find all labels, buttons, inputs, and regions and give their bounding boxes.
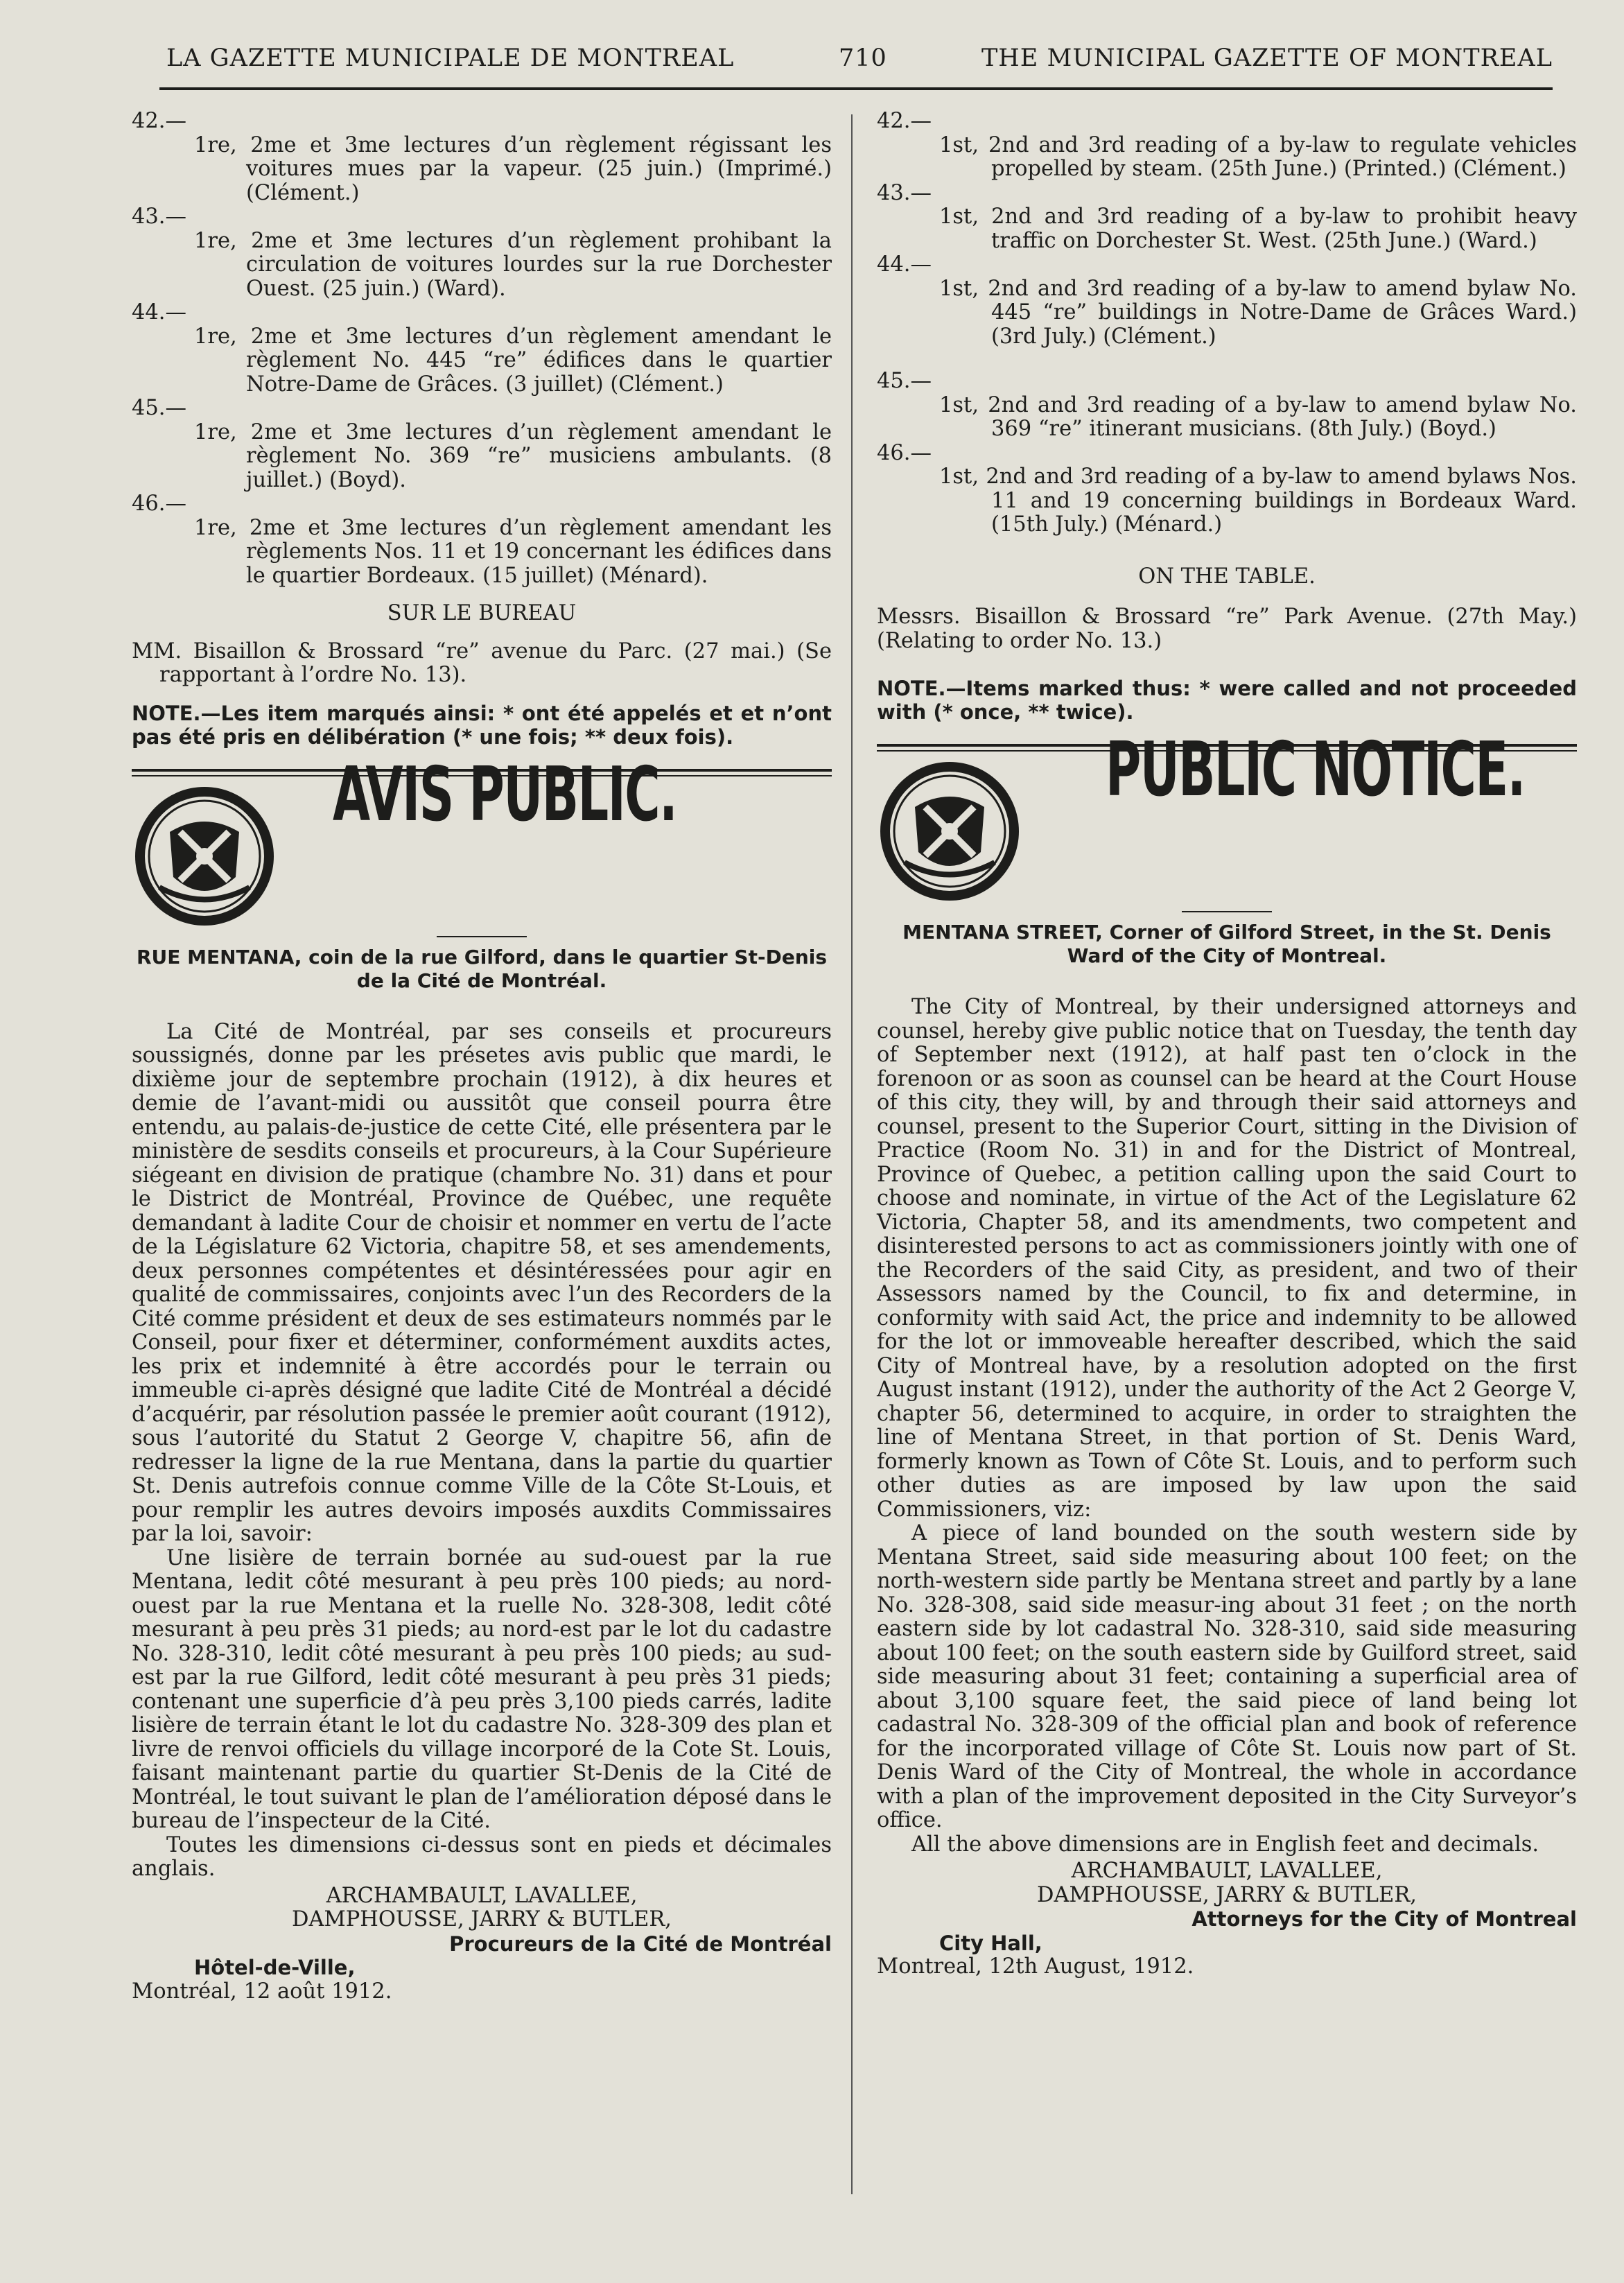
item-text: 1re, 2me et 3me lectures d’un règlement prohibant la circulation de voitures lourdes sur la rue Dorchester Ouest. (25 juin.) (Ward). bbox=[194, 228, 832, 301]
signature-line: DAMPHOUSSE, JARRY & BUTLER, bbox=[291, 1907, 672, 1932]
notice-paragraph: The City of Montreal, by their undersigned attorneys and counsel, hereby give public notice that on Tuesday, the tenth day of September next (1912), at half past ten o’clock in the forenoon or as soon as counsel can be heard at the Court House of this city, they will, by and through their said attorneys and counsel, present to the Superior Court, sitting in the Division of Practice (Room No. 31) in and for the District of Montreal, Province of Quebec, a petition calling upon the said Court to choose and nominate, in virtue of the Act of the Legislature 62 Victoria, Chapter 58, and its amendments, two competent and disinterested persons to act as commissioners jointly with one of the Recorders of the said City, as president, and two of their Assessors named by the Council, to fix and determine, in conformity with said Act, the price and indemnity to be allowed for the lot or immoveable hereafter described, which the said City of Montreal have, by a resolution adopted on the first August instant (1912), under the authority of the Act 2 George V, chapter 56, determined to acquire, in order to straighten the line of Mentana Street, in that portion of St. Denis Ward, formerly known as Town of Côte St. Louis, and to perform such other duties as are imposed by law upon the said Commissioners, viz: bbox=[877, 995, 1577, 1522]
notice-subject: MENTANA STREET, Corner of Gilford Street, in the St. Denis Ward of the City of Montreal. bbox=[902, 921, 1551, 967]
item-number: 46.— bbox=[877, 440, 932, 465]
english-column bbox=[877, 110, 1577, 1979]
french-column bbox=[132, 110, 832, 2004]
item-number: 42.— bbox=[877, 109, 932, 133]
header-english-title: THE MUNICIPAL GAZETTE OF MONTREAL bbox=[981, 44, 1553, 72]
city-seal-icon bbox=[132, 783, 277, 929]
signature-line: DAMPHOUSSE, JARRY & BUTLER, bbox=[1036, 1882, 1417, 1907]
item-number: 46.— bbox=[132, 492, 187, 516]
page-header bbox=[159, 40, 1553, 82]
signature-date: Montreal, 12th August, 1912. bbox=[877, 1954, 1194, 1979]
item-number: 45.— bbox=[877, 369, 932, 393]
item-number: 42.— bbox=[132, 109, 187, 133]
agenda-item bbox=[877, 253, 1577, 349]
agenda-item bbox=[132, 301, 832, 397]
agenda-item bbox=[132, 397, 832, 492]
signature-date: Montréal, 12 août 1912. bbox=[132, 1979, 392, 2004]
notice-paragraph: Toutes les dimensions ci-dessus sont en pieds et décimales anglais. bbox=[132, 1832, 832, 1881]
item-number: 43.— bbox=[132, 205, 187, 229]
column-divider bbox=[851, 114, 853, 2194]
notice-header bbox=[132, 751, 832, 936]
short-rule bbox=[1182, 911, 1272, 912]
notice-paragraph: All the above dimensions are in English feet and decimals. bbox=[911, 1832, 1539, 1857]
item-number: 43.— bbox=[877, 180, 932, 205]
item-text: 1st, 2nd and 3rd reading of a by-law to prohibit heavy traffic on Dorchester St. West. (25th June.) (Ward.) bbox=[939, 205, 1577, 253]
item-text: 1re, 2me et 3me lectures d’un règlement régissant les voitures mues par la vapeur. (25 juin.) (Imprimé.) (Clément.) bbox=[194, 132, 832, 205]
notice-paragraph: Une lisière de terrain bornée au sud-ouest par la rue Mentana, ledit côté mesurant à peu près 100 pieds; au nord- ouest par la rue Mentana et la ruelle No. 328-308, ledit côté mesurant à peu près 31 pieds; au nord-est par le lot du cadastre No. 328-310, ledit côté mesurant à peu près 100 pieds; au sud-est par la rue Gilford, ledit côté mesurant à peu près 31 pieds; contenant une superficie d’à peu près 3,100 pieds carrés, ladite lisière de terrain étant le lot du cadastre No. 328-309 des plan et livre de renvoi officiels du village incorporé de la Cote St. Louis, faisant maintenant partie du quartier St-Denis de la Cité de Montréal, le tout suivant le plan de l’amélioration déposé dans le bureau de l’inspecteur de la Cité. bbox=[132, 1545, 832, 1833]
signature-line: ARCHAMBAULT, LAVALLEE, bbox=[1071, 1859, 1383, 1883]
signature-line: ARCHAMBAULT, LAVALLEE, bbox=[326, 1883, 638, 1908]
signature-block bbox=[132, 1884, 832, 2004]
item-text: 1st, 2nd and 3rd reading of a by-law to amend bylaw No. 369 “re” itinerant musicians. (8th July.) (Boyd.) bbox=[939, 392, 1577, 441]
signature-role: Attorneys for the City of Montreal bbox=[1191, 1907, 1577, 1931]
item-text: 1st, 2nd and 3rd reading of a by-law to regulate vehicles propelled by steam. (25th June.) (Printed.) (Clément.) bbox=[939, 132, 1577, 181]
table-heading: SUR LE BUREAU bbox=[387, 601, 577, 625]
note: NOTE.—Items marked thus: * were called and not proceeded with (* once, ** twice). bbox=[877, 677, 1577, 724]
agenda-item bbox=[877, 370, 1577, 442]
page-number: 710 bbox=[839, 44, 887, 72]
item-text: 1re, 2me et 3me lectures d’un règlement amendant le règlement No. 369 “re” musiciens ambulants. (8 juillet.) (Boyd). bbox=[194, 419, 832, 492]
agenda-item bbox=[877, 110, 1577, 182]
item-text: 1st, 2nd and 3rd reading of a by-law to amend bylaws Nos. 11 and 19 concerning buildings in Bordeaux Ward. (15th July.) (Ménard.) bbox=[939, 465, 1577, 537]
table-heading: ON THE TABLE. bbox=[1138, 564, 1316, 589]
table-entry: Messrs. Bisaillon & Brossard “re” Park Avenue. (27th May.) (Relating to order No. 13.) bbox=[877, 605, 1577, 653]
item-number: 45.— bbox=[132, 396, 187, 420]
note: NOTE.—Les item marqués ainsi: * ont été appelés et et n’ont pas été pris en délibération (* une fois; ** deux fois). bbox=[132, 701, 832, 749]
city-seal-icon bbox=[877, 758, 1022, 904]
item-number: 44.— bbox=[132, 300, 187, 324]
agenda-item bbox=[877, 442, 1577, 537]
notice-paragraph: A piece of land bounded on the south western side by Mentana Street, said side measuring about 100 feet; on the north-western side partly be Mentana street and partly by a lane No. 328-308, said side measur-ing about 31 feet ; on the north eastern side by lot cadastral No. 328-310, said side measuring about 100 feet; on the south eastern side by Guilford street, said side measuring about 31 feet; containing a superficial area of about 3,100 square feet, the said piece of land being lot cadastral No. 328-309 of the official plan and book of reference for the incorporated village of Côte St. Louis now part of St. Denis Ward of the City of Montreal, the whole in accordance with a plan of the improvement deposited in the City Surveyor’s office. bbox=[877, 1521, 1577, 1832]
table-entry: MM. Bisaillon & Brossard “re” avenue du Parc. (27 mai.) (Se rapportant à l’ordre No. 13). bbox=[132, 639, 832, 687]
notice-title: PUBLIC NOTICE. bbox=[1106, 727, 1525, 813]
notice-paragraph: La Cité de Montréal, par ses conseils et procureurs soussignés, donne par les présetes avis public que mardi, le dixième jour de septembre prochain (1912), à dix heures et demie de l’avant-midi ou aussitôt que conseil pourra être entendu, au palais-de-justice de cette Cité, elle présentera par le ministère de sesdits conseils et procureurs, à la Cour Supérieure siégeant en division de pratique (chambre No. 31) dans et pour le District de Montréal, Province de Québec, une requête demandant à ladite Cour de choisir et nommer en vertu de l’acte de la Législature 62 Victoria, chapitre 58, et ses amendements, deux personnes compétentes et désintéressées pour agir en qualité de commissaires, conjoints avec l’un des Recorders de la Cité comme président et deux de ses estimateurs nommés par le Conseil, pour fixer et déterminer, conformément auxdits actes, les prix et indemnité à être accordés pour le terrain ou immeuble ci-après désigné que ladite Cité de Montréal a décidé d’acquérir, par résolution passée le premier août courant (1912), sous l’autorité du Statut 2 George V, chapitre 56, afin de redresser la ligne de la rue Mentana, dans la partie du quartier St. Denis autrefois connue comme Ville de la Côte St-Louis, et pour remplir les autres devoirs imposés auxdits Commissaires par la loi, savoir: bbox=[132, 1019, 832, 1546]
signature-place: City Hall, bbox=[939, 1931, 1042, 1955]
signature-place: Hôtel-de-Ville, bbox=[194, 1956, 356, 1979]
signature-block bbox=[877, 1859, 1577, 1979]
item-number: 44.— bbox=[877, 252, 932, 277]
notice-title: AVIS PUBLIC. bbox=[333, 751, 677, 838]
notice-subject: RUE MENTANA, coin de la rue Gilford, dans le quartier St-Denis de la Cité de Montréal. bbox=[136, 945, 828, 992]
header-french-title: LA GAZETTE MUNICIPALE DE MONTREAL bbox=[166, 44, 735, 72]
header-rule bbox=[159, 87, 1553, 90]
item-text: 1re, 2me et 3me lectures d’un règlement amendant le règlement No. 445 “re” édifices dans le quartier Notre-Dame de Grâces. (3 juillet) (Clément.) bbox=[194, 324, 832, 397]
item-text: 1re, 2me et 3me lectures d’un règlement amendant les règlements Nos. 11 et 19 concernant les édifices dans le quartier Bordeaux. (15 juillet) (Ménard). bbox=[194, 515, 832, 588]
notice-header bbox=[877, 727, 1577, 911]
item-text: 1st, 2nd and 3rd reading of a by-law to amend bylaw No. 445 “re” buildings in Notre-Dame de Grâces Ward.) (3rd July.) (Clément.) bbox=[939, 276, 1577, 349]
agenda-item bbox=[132, 110, 832, 205]
agenda-item bbox=[877, 182, 1577, 254]
short-rule bbox=[437, 936, 527, 937]
agenda-item bbox=[132, 205, 832, 301]
signature-role: Procureurs de la Cité de Montréal bbox=[449, 1932, 832, 1956]
agenda-item bbox=[132, 492, 832, 588]
